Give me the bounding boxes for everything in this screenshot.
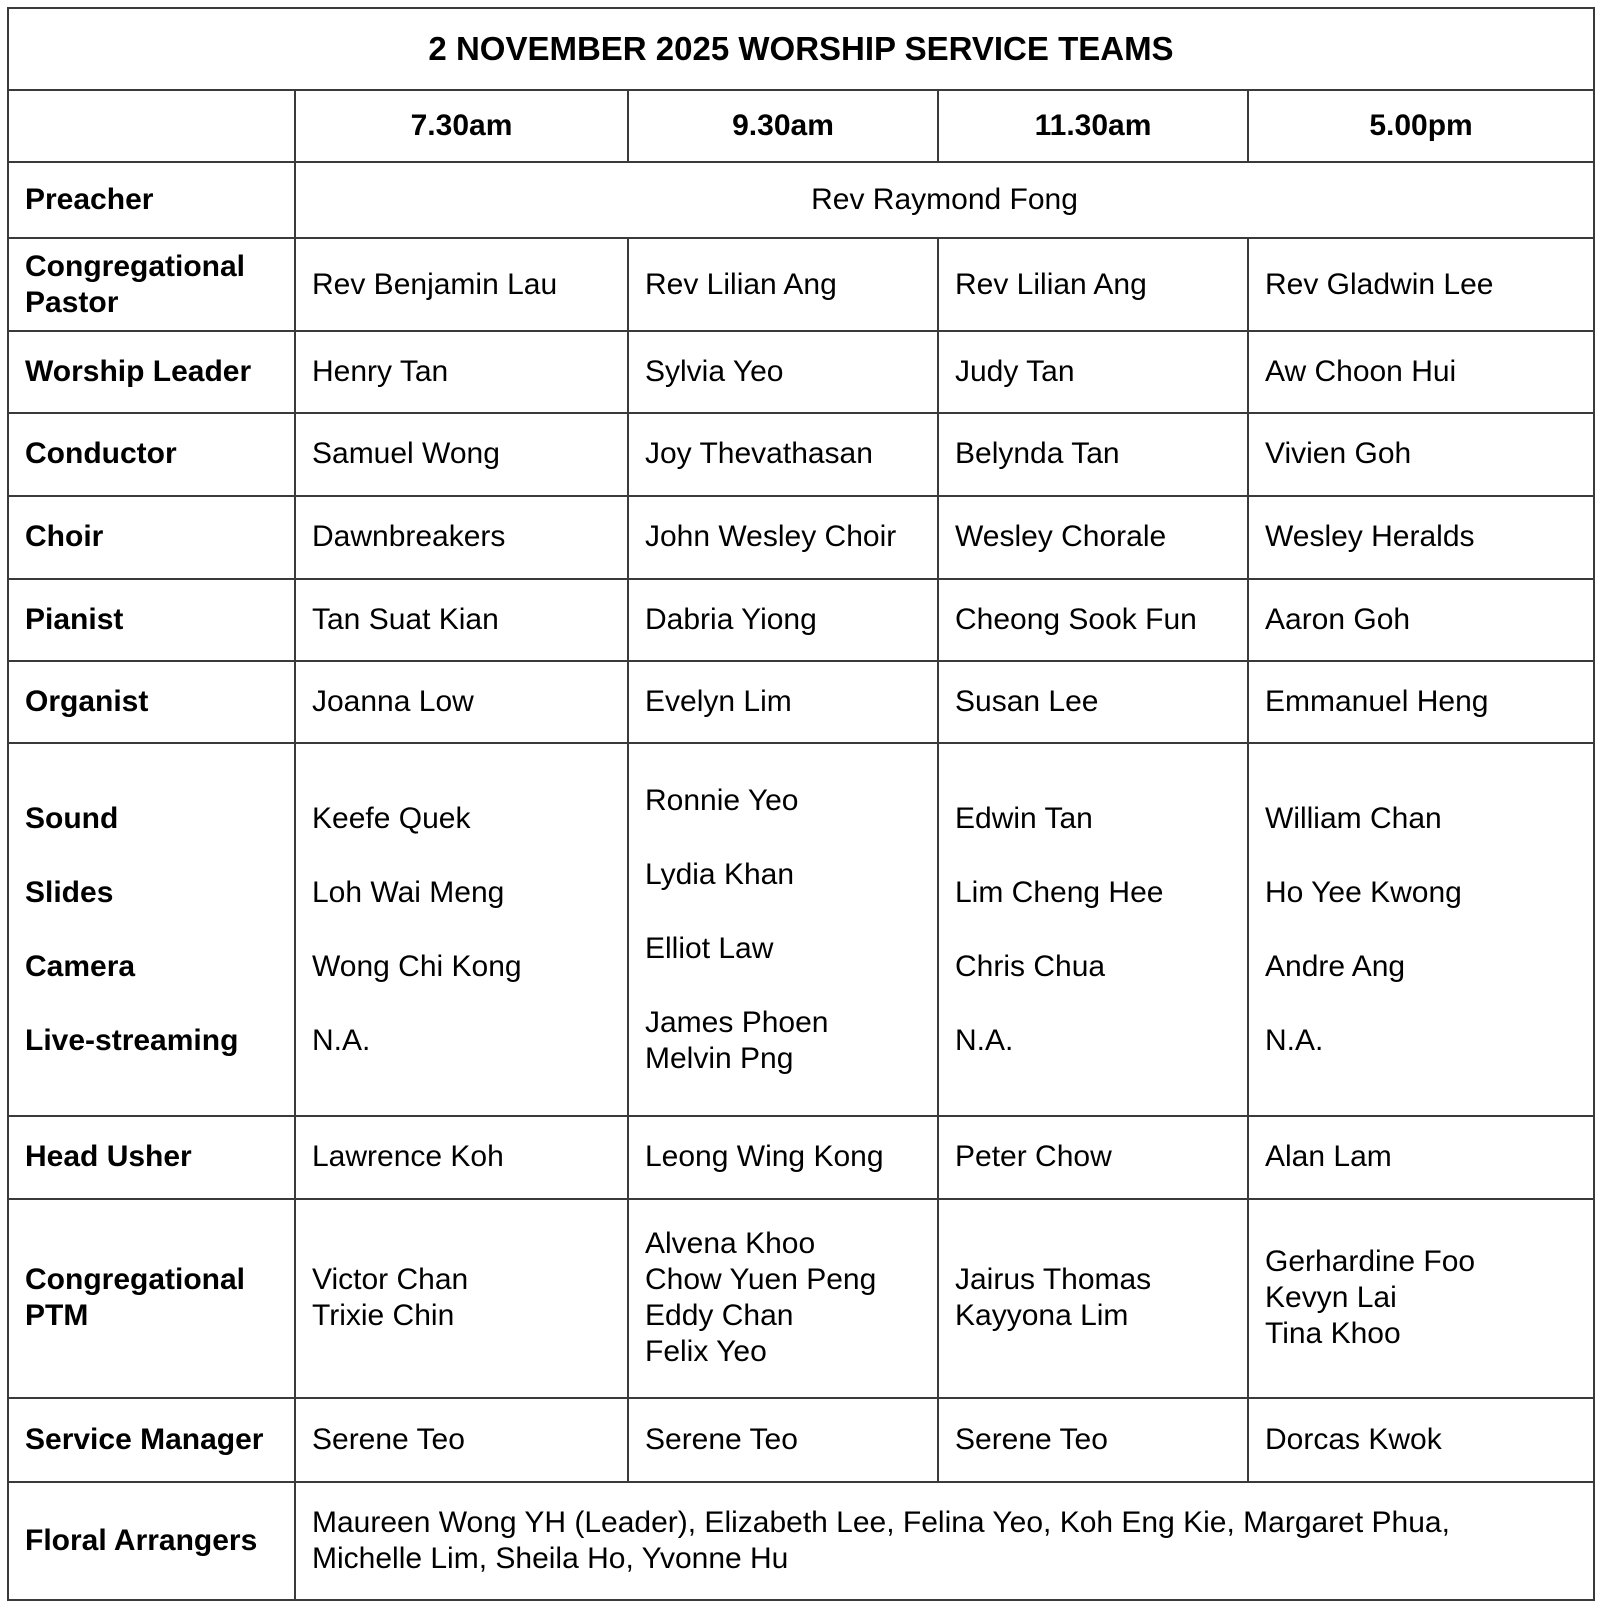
camera-assignee: Chris Chua [955,949,1106,983]
assignee-cell: Joy Thevathasan [628,413,938,496]
assignee-cell: Wesley Chorale [938,496,1248,579]
livestream-assignee: James Phoen [645,1005,829,1039]
livestream-assignee: N.A. [955,1023,1014,1057]
assignee-cell: Judy Tan [938,331,1248,413]
floral-arrangers-row [8,1482,1594,1600]
organist-row [8,661,1594,744]
assignee-cell: Tan Suat Kian [295,579,628,661]
ptm-member: Jairus Thomas [955,1263,1152,1297]
assignee-cell: Sylvia Yeo [628,331,938,413]
congregational-ptm-row [8,1199,1594,1398]
assignee-cell: Susan Lee [938,661,1248,744]
role-label-live-streaming: Live-streaming [25,1023,239,1057]
camera-assignee: Elliot Law [645,931,774,965]
media-team-row [8,743,1594,1116]
role-label-head-usher: Head Usher [8,1116,295,1199]
sound-assignee: William Chan [1265,801,1442,835]
ptm-member: Alvena Khoo [645,1227,816,1261]
assignee-cell: Henry Tan [295,331,628,413]
sound-assignee: Edwin Tan [955,801,1093,835]
sound-assignee: Keefe Quek [312,801,471,835]
ptm-member: Gerhardine Foo [1265,1245,1476,1279]
worship-roster-table [7,7,1595,1601]
assignee-cell: Serene Teo [628,1398,938,1482]
role-label-worship-leader: Worship Leader [8,331,295,413]
livestream-assignee: Melvin Png [645,1041,794,1075]
ptm-member: Victor Chan [312,1263,469,1297]
assignee-cell: Rev Lilian Ang [938,238,1248,331]
conductor-row [8,413,1594,496]
assignee-cell: Serene Teo [938,1398,1248,1482]
role-label-sound: Sound [25,801,119,835]
assignee-cell: Dabria Yiong [628,579,938,661]
livestream-assignee: N.A. [312,1023,371,1057]
role-label-congregational-pastor [8,238,295,331]
ptm-cell [628,1199,938,1398]
time-header-0930: 9.30am [628,90,938,162]
assignee-cell: Joanna Low [295,661,628,744]
head-usher-row [8,1116,1594,1199]
role-label-preacher: Preacher [8,162,295,239]
assignee-cell: Dorcas Kwok [1248,1398,1594,1482]
slides-assignee: Loh Wai Meng [312,875,505,909]
page-title: 2 NOVEMBER 2025 WORSHIP SERVICE TEAMS [8,8,1594,90]
assignee-cell: Vivien Goh [1248,413,1594,496]
floral-arrangers-line: Maureen Wong YH (Leader), Elizabeth Lee, Felina Yeo, Koh Eng Kie, Margaret Phua, [312,1505,1450,1539]
assignee-cell: Rev Gladwin Lee [1248,238,1594,331]
role-label-line: PTM [25,1299,89,1333]
role-label-slides: Slides [25,875,114,909]
role-label-floral-arrangers: Floral Arrangers [8,1482,295,1600]
ptm-member: Chow Yuen Peng [645,1263,877,1297]
preacher-name: Rev Raymond Fong [295,162,1594,239]
role-label-pianist: Pianist [8,579,295,661]
ptm-cell [1248,1199,1594,1398]
time-header-0730: 7.30am [295,90,628,162]
camera-assignee: Wong Chi Kong [312,949,522,983]
livestream-assignees [1265,1023,1577,1059]
assignee-cell: Leong Wing Kong [628,1116,938,1199]
livestream-assignees [312,1023,611,1059]
role-label-service-manager: Service Manager [8,1398,295,1482]
role-label-line: Congregational [25,249,246,283]
ptm-member: Kevyn Lai [1265,1281,1397,1315]
assignee-cell: Aw Choon Hui [1248,331,1594,413]
worship-leader-row [8,331,1594,413]
preacher-row [8,162,1594,239]
assignee-cell: Evelyn Lim [628,661,938,744]
time-header-1700: 5.00pm [1248,90,1594,162]
media-team-cell [938,743,1248,1116]
ptm-cell [938,1199,1248,1398]
title-row [8,8,1594,90]
service-times-row [8,90,1594,162]
assignee-cell: Alan Lam [1248,1116,1594,1199]
media-team-cell [295,743,628,1116]
camera-assignee: Andre Ang [1265,949,1406,983]
floral-arrangers-cell [295,1482,1594,1600]
role-label-line: Congregational [25,1263,246,1297]
role-label-congregational-ptm [8,1199,295,1398]
ptm-member: Kayyona Lim [955,1299,1129,1333]
assignee-cell: Belynda Tan [938,413,1248,496]
ptm-member: Eddy Chan [645,1299,794,1333]
media-team-cell [1248,743,1594,1116]
assignee-cell: John Wesley Choir [628,496,938,579]
ptm-member: Felix Yeo [645,1335,767,1369]
livestream-assignees [645,1005,921,1077]
slides-assignee: Ho Yee Kwong [1265,875,1462,909]
assignee-cell: Aaron Goh [1248,579,1594,661]
assignee-cell: Rev Lilian Ang [628,238,938,331]
role-label-conductor: Conductor [8,413,295,496]
assignee-cell: Serene Teo [295,1398,628,1482]
sound-assignee: Ronnie Yeo [645,783,799,817]
pianist-row [8,579,1594,661]
assignee-cell: Emmanuel Heng [1248,661,1594,744]
media-team-cell [628,743,938,1116]
empty-header-cell [8,90,295,162]
slides-assignee: Lydia Khan [645,857,795,891]
assignee-cell: Rev Benjamin Lau [295,238,628,331]
service-manager-row [8,1398,1594,1482]
role-label-line: Pastor [25,285,119,319]
role-label-choir: Choir [8,496,295,579]
time-header-1130: 11.30am [938,90,1248,162]
livestream-assignee: N.A. [1265,1023,1324,1057]
assignee-cell: Wesley Heralds [1248,496,1594,579]
congregational-pastor-row [8,238,1594,331]
assignee-cell: Dawnbreakers [295,496,628,579]
ptm-member: Trixie Chin [312,1299,455,1333]
floral-arrangers-line: Michelle Lim, Sheila Ho, Yvonne Hu [312,1541,789,1575]
assignee-cell: Lawrence Koh [295,1116,628,1199]
assignee-cell: Samuel Wong [295,413,628,496]
livestream-assignees [955,1023,1231,1059]
assignee-cell: Cheong Sook Fun [938,579,1248,661]
role-label-camera: Camera [25,949,136,983]
role-labels-media-team [8,743,295,1116]
choir-row [8,496,1594,579]
assignee-cell: Peter Chow [938,1116,1248,1199]
ptm-cell [295,1199,628,1398]
slides-assignee: Lim Cheng Hee [955,875,1164,909]
role-label-organist: Organist [8,661,295,744]
ptm-member: Tina Khoo [1265,1317,1401,1351]
